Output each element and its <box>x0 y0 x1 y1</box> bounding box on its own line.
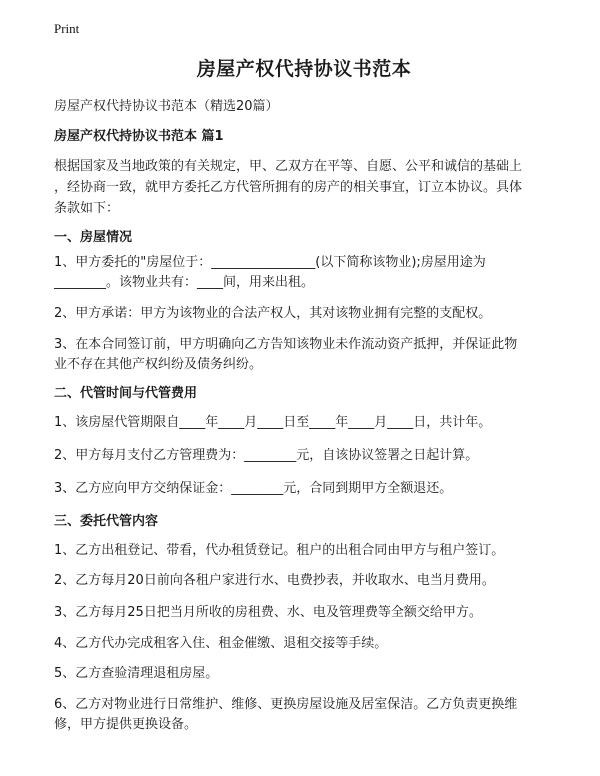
s1-paragraph-3-line-1: 3、在本合同签订前，甲方明确向乙方告知该物业未作流动资产抵押，并保证此物 <box>54 337 518 352</box>
intro-line-1: 根据国家及当地政策的有关规定，甲、乙双方在平等、自愿、公平和诚信的基础上 <box>54 159 523 174</box>
s3-paragraph-1: 1、乙方出租登记、带看，代办租赁登记。租户的出租合同由甲方与租户签订。 <box>54 543 505 558</box>
document-title: 房屋产权代持协议书范本 <box>196 58 412 80</box>
s1-paragraph-1-line-2: ________。该物业共有：____间，用来出租。 <box>54 275 315 290</box>
print-link[interactable]: Print <box>54 21 80 36</box>
s2-paragraph-2: 2、甲方每月支付乙方管理费为：________元，自该协议签署之日起计算。 <box>54 448 479 463</box>
s1-paragraph-3-line-2: 业不存在其他产权纠纷及债务纠纷。 <box>54 357 263 372</box>
intro-line-3: 条款如下： <box>54 201 120 216</box>
s3-paragraph-6-line-2: 修，甲方提供更换设备。 <box>54 717 198 732</box>
s3-paragraph-2: 2、乙方每月20日前向各租户家进行水、电费抄表，并收取水、电当月费用。 <box>54 573 495 588</box>
s3-paragraph-6-line-1: 6、乙方对物业进行日常维护、维修、更换房屋设施及居室保洁。乙方负责更换维 <box>54 697 518 712</box>
section-3-heading: 三、委托代管内容 <box>54 514 159 529</box>
s2-paragraph-3: 3、乙方应向甲方交纳保证金：________元，合同到期甲方全额退还。 <box>54 481 453 496</box>
s3-paragraph-3: 3、乙方每月25日把当月所收的房租费、水、电及管理费等全额交给甲方。 <box>54 605 482 620</box>
intro-line-2: ，经协商一致，就甲方委托乙方代管所拥有的房产的相关事宜，订立本协议。具体 <box>54 180 523 195</box>
section-1-heading: 一、房屋情况 <box>54 230 133 245</box>
s1-paragraph-2: 2、甲方承诺：甲方为该物业的合法产权人，其对该物业拥有完整的支配权。 <box>54 306 492 321</box>
s3-paragraph-4: 4、乙方代办完成租客入住、租金催缴、退租交接等手续。 <box>54 636 388 651</box>
s1-paragraph-1-line-1: 1、甲方委托的"房屋位于：________________(以下简称该物业);房屋用途为 <box>54 255 486 270</box>
s3-paragraph-5: 5、乙方查验清理退租房屋。 <box>54 666 219 681</box>
section-2-heading: 二、代管时间与代管费用 <box>54 386 198 401</box>
part-heading: 房屋产权代持协议书范本 篇1 <box>54 129 224 144</box>
s2-paragraph-1: 1、该房屋代管期限自____年____月____日至____年____月____日，共计年。 <box>54 415 492 430</box>
document-subtitle: 房屋产权代持协议书范本（精选20篇） <box>54 99 279 114</box>
